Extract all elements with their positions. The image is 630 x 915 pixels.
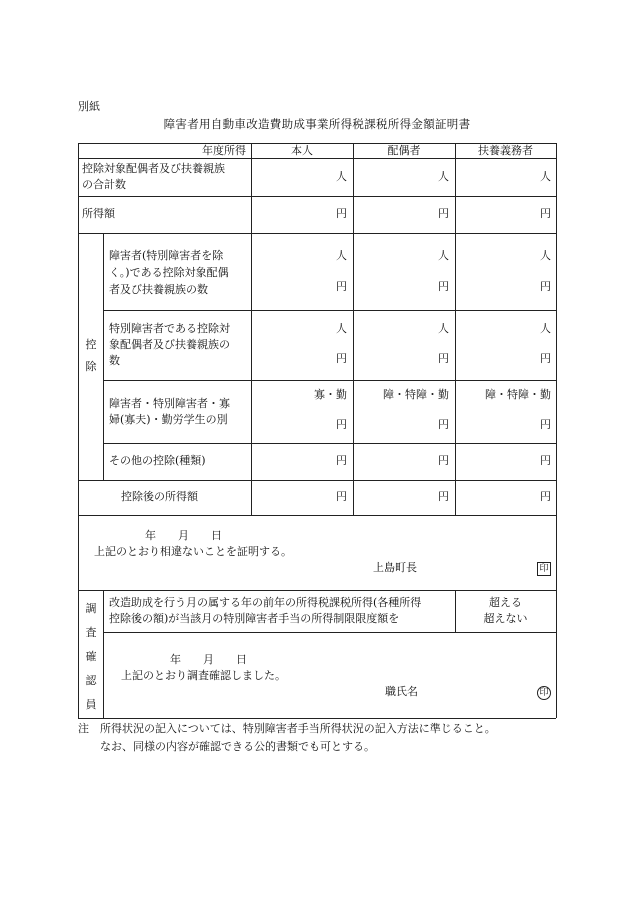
status-supporter-options: 障・特障・勤 xyxy=(485,388,551,401)
special-disabled-spouse-yen: 円 xyxy=(438,352,449,365)
status-spouse-yen: 円 xyxy=(438,418,449,431)
dependents-total-spouse-unit: 人 xyxy=(438,170,449,183)
table-line xyxy=(78,718,556,719)
survey-group-char: 調 xyxy=(85,602,97,615)
income-after-supporter-yen: 円 xyxy=(540,490,551,503)
deduction-group-char: 除 xyxy=(85,360,97,373)
table-line xyxy=(78,515,556,516)
survey-option-exceeds: 超える xyxy=(489,596,522,609)
table-line xyxy=(78,196,556,197)
survey-date: 年 月 日 xyxy=(170,653,247,666)
special-disabled-supporter-people: 人 xyxy=(540,322,551,335)
survey-statement: 上記のとおり調査確認しました。 xyxy=(121,669,286,682)
table-line xyxy=(103,590,104,718)
dependents-total-label-2: の合計数 xyxy=(82,178,126,191)
survey-group-label xyxy=(83,597,99,717)
survey-option-not-exceeds: 超えない xyxy=(483,612,528,625)
table-line xyxy=(78,143,79,718)
table-line xyxy=(78,233,556,234)
table-line xyxy=(103,632,556,633)
disabled-dependents-spouse-people: 人 xyxy=(438,249,449,262)
table-line xyxy=(78,590,556,591)
document-title: 障害者用自動車改造費助成事業所得税課税所得金額証明書 xyxy=(163,117,471,131)
deduction-group-label xyxy=(83,334,99,378)
status-self-options: 寡・勤 xyxy=(314,388,347,401)
status-category-label-2: 婦(寡夫)・勤労学生の別 xyxy=(109,413,228,426)
disabled-dependents-label-3: 者及び扶養親族の数 xyxy=(109,283,208,296)
survey-group-char: 確 xyxy=(85,650,97,663)
status-spouse-options: 障・特障・勤 xyxy=(383,388,449,401)
table-line xyxy=(103,233,104,480)
certification-signer: 上島町長 xyxy=(373,561,417,574)
survey-seal-icon: 印 xyxy=(537,686,551,700)
other-deductions-label: その他の控除(種類) xyxy=(109,454,206,467)
header-self: 本人 xyxy=(291,144,313,157)
survey-signer: 職氏名 xyxy=(385,685,418,698)
other-deductions-spouse-yen: 円 xyxy=(438,454,449,467)
income-after-self-yen: 円 xyxy=(336,490,347,503)
disabled-dependents-label-1: 障害者(特別障害者を除 xyxy=(109,249,224,262)
status-category-label-1: 障害者・特別障害者・寡 xyxy=(109,397,230,410)
status-self-yen: 円 xyxy=(336,418,347,431)
table-line xyxy=(78,480,556,481)
income-after-deduction-label: 控除後の所得額 xyxy=(121,490,198,503)
table-line xyxy=(556,143,557,718)
dependents-total-supporter-unit: 人 xyxy=(540,170,551,183)
attachment-label: 別紙 xyxy=(78,100,100,113)
survey-condition-line-2: 控除後の額)が当該月の特別障害者手当の所得制限限度額を xyxy=(109,612,400,625)
disabled-dependents-label-2: く。)である控除対象配偶 xyxy=(109,266,229,279)
status-supporter-yen: 円 xyxy=(540,418,551,431)
footnote-line-1: 注 所得状況の記入については、特別障害者手当所得状況の記入方法に準じること。 xyxy=(78,722,496,735)
survey-group-char: 員 xyxy=(85,698,97,711)
special-disabled-self-yen: 円 xyxy=(336,352,347,365)
special-disabled-label-3: 数 xyxy=(109,354,120,367)
special-disabled-label-2: 象配偶者及び扶養親族の xyxy=(109,338,230,351)
survey-group-char: 認 xyxy=(85,674,97,687)
disabled-dependents-supporter-yen: 円 xyxy=(540,280,551,293)
footnote-line-2: なお、同様の内容が確認できる公的書類でも可とする。 xyxy=(78,740,375,753)
survey-condition-line-1: 改造助成を行う月の属する年の前年の所得税課税所得(各種所得 xyxy=(109,596,422,609)
special-disabled-label-1: 特別障害者である控除対 xyxy=(109,322,230,335)
footnote xyxy=(78,720,496,756)
disabled-dependents-self-people: 人 xyxy=(336,249,347,262)
deduction-group-char: 控 xyxy=(85,338,97,351)
table-line xyxy=(103,310,556,311)
income-spouse-unit: 円 xyxy=(438,207,449,220)
survey-group-char: 査 xyxy=(85,626,97,639)
header-supporter: 扶養義務者 xyxy=(478,144,533,157)
header-year-income: 年度所得 xyxy=(202,144,246,157)
other-deductions-self-yen: 円 xyxy=(336,454,347,467)
income-supporter-unit: 円 xyxy=(540,207,551,220)
certification-statement: 上記のとおり相違ないことを証明する。 xyxy=(94,545,292,558)
table-line xyxy=(103,380,556,381)
certification-seal-icon: 印 xyxy=(537,562,551,576)
table-line xyxy=(103,443,556,444)
income-self-unit: 円 xyxy=(336,207,347,220)
special-disabled-spouse-people: 人 xyxy=(438,322,449,335)
header-spouse: 配偶者 xyxy=(387,144,421,157)
income-after-spouse-yen: 円 xyxy=(438,490,449,503)
disabled-dependents-supporter-people: 人 xyxy=(540,249,551,262)
disabled-dependents-spouse-yen: 円 xyxy=(438,280,449,293)
dependents-total-label-1: 控除対象配偶者及び扶養親族 xyxy=(82,162,225,175)
certification-date: 年 月 日 xyxy=(145,529,222,542)
disabled-dependents-self-yen: 円 xyxy=(336,280,347,293)
special-disabled-supporter-yen: 円 xyxy=(540,352,551,365)
dependents-total-self-unit: 人 xyxy=(336,170,347,183)
income-label: 所得額 xyxy=(82,207,115,220)
special-disabled-self-people: 人 xyxy=(336,322,347,335)
other-deductions-supporter-yen: 円 xyxy=(540,454,551,467)
